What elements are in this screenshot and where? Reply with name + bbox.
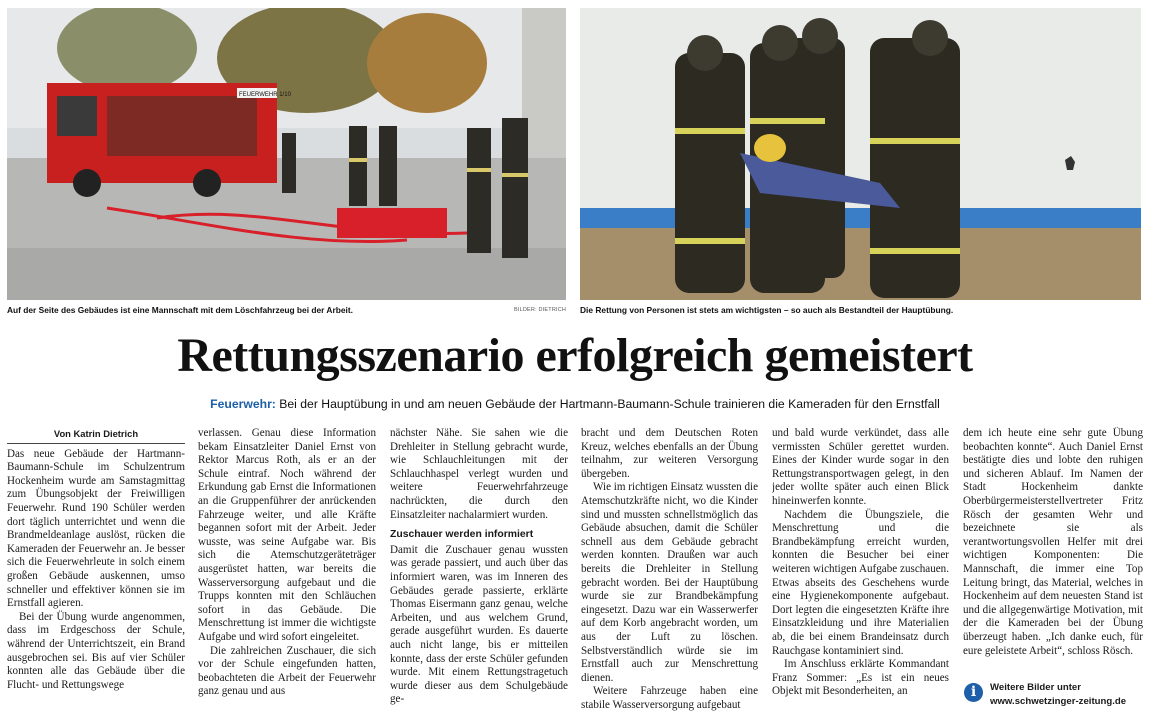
more-photos-info[interactable] [963, 680, 1143, 710]
info-text: Weitere Bilder unter [990, 682, 1081, 693]
article-column-6 [963, 427, 1143, 677]
truck-label: FEUERWEHR 1/10 [239, 92, 291, 98]
article-column-4 [581, 427, 758, 714]
subhead-kicker: Feuerwehr: [210, 397, 276, 411]
paragraph: Die zahlreichen Zuschauer, die sich vor der Schule eingefunden hatten, beobachteten die Arbeit der Feuerwehr ganz genau und aus [198, 644, 376, 698]
paragraph: Nachdem die Übungsziele, die Menschrettung und die Brandbekämpfung erreicht wurden, konnten die Besucher bei einer weiteren wichtigen Aufgabe zuschauen. Etwas abseits des Geschehens wurde eine Hygienekomponente aufgebaut. Dort legten die eingesetzten Kräfte ihre Einsatzkleidung und ihre Materialien ab, die bei einem Brandeinsatz durch Rauchgase kontaminiert sind. [772, 508, 949, 657]
paragraph: Das neue Gebäude der Hartmann-Baumann-Schule im Schulzentrum Hockenheim wurde am Samstagmittag zum Übungsobjekt der Freiwilligen Feuerwehr. Rund 190 Schüler werden dort täglich unterrichtet und wenn die Brandmeldeanlage auslöst, rücken die Kameraden der Feuerwehr an. Je besser sich die Feuerwehrleute in solch einem großen Gebäude auskennen, umso schneller und effektiver können sie im Ernstfall agieren. [7, 447, 185, 610]
headline: Rettungsszenario erfolgreich gemeistert [177, 329, 973, 382]
paragraph: verlassen. Genau diese Information bekam Einsatzleiter Daniel Ernst von Rektor Marcus Roth, als er an der Schule eintraf. Noch während der Erkundung gab Ernst die Informationen an die Gruppenführer der anrückenden Fahrzeuge weiter, und alle Kräfte begannen sofort mit der Arbeit. Jeder wusste, was seine Aufgabe war. Bis sich die Atemschutzgeräteträger ausgerüstet hatten, war bereits die Wasserversorgung aufgebaut und die Trupps konnten mit den Schläuchen sofort in das Gebäude. Die Menschrettung ist immer die wichtigste Aufgabe und wird sofort eingeleitet. [198, 427, 376, 643]
byline: Von Katrin Dietrich [7, 427, 185, 444]
photo-fire-truck [7, 8, 566, 300]
paragraph: bracht und dem Deutschen Roten Kreuz, welches ebenfalls an der Übung teilnahm, zur weiteren Versorgung übergeben. [581, 427, 758, 480]
photo-caption-right: Die Rettung von Personen ist stets am wichtigsten – so auch als Bestandteil der Hauptübung. [580, 305, 954, 315]
paragraph: Damit die Zuschauer genau wussten was gerade passiert, und auch über das informiert waren, was im Inneren des Gebäudes gerade passierte, erklärte Thomas Eisermann ganz genau, welche Arbeiten, und aus welchem Grund, gerade ausgeführt wurden. Es dauerte auch nicht lange, bis er mitteilen konnte, dass der erste Schüler gefunden wurde. Mit einem Rettungstragetuch wurde dieser aus dem Schulgebäude ge- [390, 543, 568, 706]
photo-credit: BILDER: DIETRICH [514, 307, 567, 313]
paragraph: Im Anschluss erklärte Kommandant Franz Sommer: „Es ist ein neues Objekt mit Besonderheiten, an [772, 658, 949, 698]
photo-rescue [580, 8, 1141, 300]
article-column-2 [198, 427, 376, 714]
paragraph: dem ich heute eine sehr gute Übung beobachten konnte“. Auch Daniel Ernst bestätigte dies und lobte den ruhigen und sicheren Ablauf. Im Namen der Stadt Hockenheim dankte Oberbürgermeisterstellvertreter Fritz Rösch der gesamten Wehr und bezeichnete sie als verantwortungsvollen Helfer mit drei wichtigen Komponenten: Die Mannschaft, die immer eine Top Leitung bringt, das Material, welches in Hockenheim auf dem neuesten Stand ist und die allgegenwärtige Motivation, mit der die Kameraden bei der Übung überzeugt haben. „Ich danke euch, für eure geleistete Arbeit“, schloss Rösch. [963, 427, 1143, 657]
website-link[interactable]: www.schwetzinger-zeitung.de [990, 696, 1127, 707]
paragraph: Weitere Fahrzeuge haben eine stabile Wasserversorgung aufgebaut [581, 685, 758, 711]
paragraph: und bald wurde verkündet, dass alle vermissten Schüler gerettet wurden. Eines der Kinder wurde sogar in den Rettungstransportwagen gelegt, in den jeder wollte später auch einen Blick hineinwerfen konnte. [772, 427, 949, 507]
paragraph: nächster Nähe. Sie sahen wie die Drehleiter in Stellung gebracht wurde, wie Schlauchleitungen mit der Schlauchhaspel verlegt wurden und weitere Feuerwehrfahrzeuge nachrückten, die durch den Einsatzleiter nachalarmiert wurden. [390, 427, 568, 521]
info-icon: i [964, 683, 983, 702]
article-column-1 [7, 427, 185, 714]
paragraph: Wie im richtigen Einsatz wussten die Atemschutzkräfte nicht, wo die Kinder sind und mussten schnellstmöglich das Gebäude absuchen, damit die Schüler schnell aus dem Gebäude gebracht werden konnten. Draußen war auch bereits die Drehleiter in Stellung gebracht worden. Bei der Hauptübung wurde sie zur Brandbekämpfung eingesetzt. Dazu war ein Wasserwerfer auf dem Korb angebracht worden, um aus der Luft zu löschen. Selbstverständlich würde sie im Ernstfall auch zur Menschrettung dienen. [581, 481, 758, 684]
section-heading: Zuschauer werden informiert [390, 529, 534, 541]
subhead-text: Bei der Hauptübung in und am neuen Gebäude der Hartmann-Baumann-Schule trainieren die Kameraden für den Ernstfall [275, 397, 940, 411]
article-column-5 [772, 427, 949, 714]
photo-caption-left: Auf der Seite des Gebäudes ist eine Mannschaft mit dem Löschfahrzeug bei der Arbeit. [7, 305, 353, 315]
subheadline [0, 397, 1150, 411]
article-column-3 [390, 427, 568, 714]
paragraph: Bei der Übung wurde angenommen, dass im Erdgeschoss der Schule, während der Unterrichtszeit, ein Brand ausgebrochen sei. Bis auf vier Schüler konnten alle das Gebäude über die Flucht- und Rettungswege [7, 610, 185, 691]
